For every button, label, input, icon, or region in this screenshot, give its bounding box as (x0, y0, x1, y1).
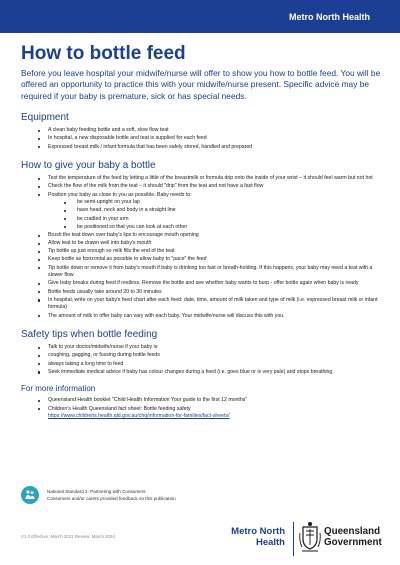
logo-line-2: Health (255, 536, 285, 548)
how-to-list (21, 175, 386, 320)
list-item: Test the temperature of the feed by letting a little of the breastmilk or formula drip onto the inside of your wrist – it should feel warm but not hot (38, 175, 386, 183)
list-item: Bottle feeds usually take around 20 to 30 minutes (38, 289, 386, 297)
header-bar (0, 0, 400, 33)
list-item (38, 406, 386, 421)
list-item: In hospital, write on your baby's feed chart after each feed: date, time, amount of milk taken and type of milk (i.e. expressed breast milk or infant formula) (38, 297, 386, 312)
sub-list-item: be semi-upright on your lap (64, 199, 386, 207)
list-item: Check the flow of the milk from the teat – it should "drip" from the teat and not have a fast flow (38, 183, 386, 191)
list-item: Allow teat to be drawn well into baby's mouth (38, 240, 386, 248)
logo-line-1: Queensland (324, 526, 381, 537)
logo-line-1: Metro North (231, 526, 285, 537)
intro-paragraph: Before you leave hospital your midwife/nurse will offer to show you how to bottle feed. You will be offered an opportunity to practice this with your midwife/nurse present. Specific advice may be required if your baby is premature, sick or has special needs. (21, 68, 381, 101)
safety-heading: Safety tips when bottle feeding (21, 329, 158, 341)
list-item-text: Children's Health Queensland fact sheet: Bottle feeding safety (48, 405, 191, 412)
version-info: V1.0 Effective: March 2021 Review: March 2024 (21, 534, 115, 539)
sub-list-item: have head, neck and body in a straight line (64, 207, 386, 215)
list-item (38, 192, 386, 232)
sub-list-item: be positioned so that you can look at each other (64, 224, 386, 232)
page-title: How to bottle feed (21, 43, 186, 64)
list-item: Give baby breaks during feed if restless. Remove the bottle and see whether baby wants to burp - offer bottle again when baby is ready (38, 280, 386, 288)
standard-line-2: Consumers and/or carers provided feedback on this publication (47, 496, 176, 501)
logo-divider (293, 522, 294, 556)
standard-line-1: National Standard 2: Partnering with Consumers (47, 489, 146, 494)
safety-list (21, 344, 386, 376)
equipment-heading: Equipment (21, 112, 69, 124)
list-item: Talk to your doctor/midwife/nurse if your baby is: (38, 344, 386, 352)
list-item: coughing, gagging, or fussing during bottle feeds (38, 352, 386, 360)
more-info-list (21, 397, 386, 420)
list-item: Queensland Health booklet "Child Health Information Your guide to the first 12 months" (38, 397, 386, 405)
logo-line-2: Government (324, 537, 382, 548)
list-item: Tip bottle down or remove it from baby's mouth if baby is drinking too fast or breath-holding. If this happens, your baby may need a teat with a slower flow (38, 265, 386, 280)
metro-north-health-logo (225, 527, 285, 548)
list-item: A clean baby feeding bottle and a soft, slow flow teat (38, 127, 386, 135)
header-brand: Metro North Health (289, 12, 370, 22)
list-item: Brush the teat down over baby's lips to encourage mouth opening (38, 232, 386, 240)
national-standard-note (21, 486, 281, 506)
list-item: Seek immediate medical advice if baby has colour changes during a feed (i.e. goes blue or is very pale) and stops breathing. (38, 369, 386, 377)
list-item: The amount of milk to offer baby can vary with each baby. Your midwife/nurse will discuss this with you. (38, 313, 386, 321)
sub-list-item: be cradled in your arm (64, 216, 386, 224)
list-item: Tip bottle up just enough so milk fills the end of the teat (38, 248, 386, 256)
equipment-list (21, 127, 386, 151)
list-item: Keep bottle as horizontal as possible to allow baby to "pace" the feed (38, 256, 386, 264)
fact-sheets-link[interactable]: https://www.childrens.health.qld.gov.au/chq/information-for-families/fact-sheets/ (48, 413, 230, 420)
how-to-heading: How to give your baby a bottle (21, 160, 156, 172)
document-body (21, 43, 386, 421)
list-item: Expressed breast milk / infant formula that has been safely stored, handled and prepared (38, 144, 386, 152)
more-info-heading: For more information (21, 384, 96, 394)
list-item-text: Position your baby as close to you as possible. Baby needs to: (48, 191, 192, 198)
queensland-crest-icon (299, 521, 321, 558)
queensland-government-logo (324, 526, 382, 548)
position-sublist (48, 199, 386, 231)
consumer-partnership-icon (21, 486, 39, 504)
list-item: always taking a long time to feed (38, 361, 386, 369)
list-item: In hospital, a new disposable bottle and teat is supplied for each feed (38, 135, 386, 143)
